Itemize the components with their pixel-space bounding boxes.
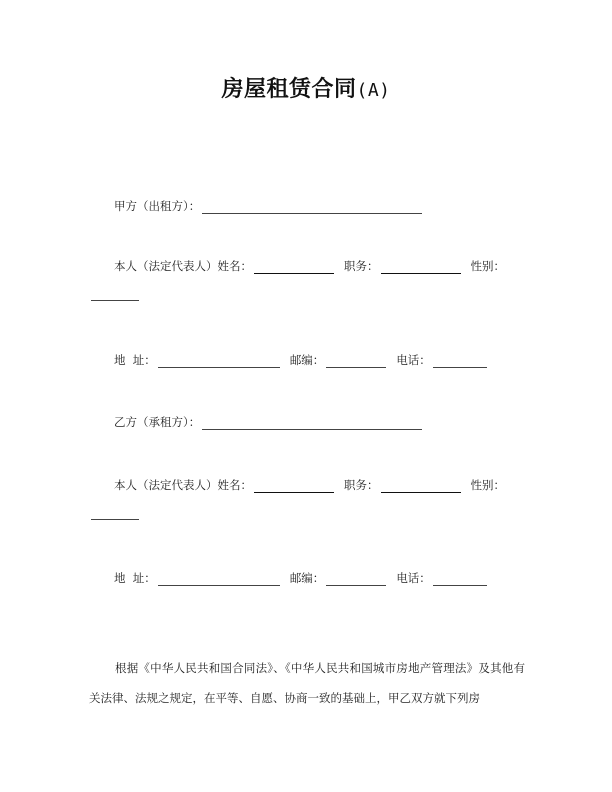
lessor-postcode-field[interactable] (326, 355, 386, 368)
lessee-gender-continuation (89, 507, 141, 523)
lessee-address-label: 地 址： (114, 571, 156, 585)
lessor-phone-field[interactable] (433, 355, 487, 368)
lessee-address-line (114, 570, 489, 586)
lessee-gender-field[interactable] (91, 507, 139, 520)
title-suffix: (A) (356, 80, 391, 101)
lessor-gender-field[interactable] (91, 288, 139, 301)
lessee-rep-name-field[interactable] (254, 480, 334, 493)
lessor-position-label: 职务： (344, 259, 379, 273)
lessee-name-field[interactable] (202, 417, 422, 430)
lessee-gender-label: 性别： (470, 478, 505, 492)
title-text: 房屋租赁合同 (221, 77, 357, 102)
lessor-rep-name-field[interactable] (254, 261, 334, 274)
lessor-postcode-label: 邮编： (289, 353, 325, 367)
lessee-party-line (114, 414, 424, 430)
lessee-position-field[interactable] (381, 480, 461, 493)
lessor-address-label: 地 址： (114, 353, 156, 367)
lessor-gender-continuation (89, 288, 141, 304)
lessor-rep-name-label: 本人（法定代表人）姓名： (114, 259, 252, 273)
lessee-address-field[interactable] (158, 573, 280, 586)
preamble-paragraph: 根据《中华人民共和国合同法》、《中华人民共和国城市房地产管理法》及其他有关法律、法规之规定，在平等、自愿、协商一致的基础上，甲乙双方就下列房 (89, 661, 525, 705)
lessor-position-field[interactable] (381, 261, 461, 274)
lessee-postcode-field[interactable] (326, 573, 386, 586)
lessor-name-field[interactable] (202, 201, 422, 214)
lessor-party-label: 甲方（出租方）： (114, 199, 201, 213)
lessee-rep-line (114, 477, 505, 493)
lessor-gender-label: 性别： (470, 259, 505, 273)
lessor-rep-line (114, 258, 505, 274)
lessee-phone-field[interactable] (433, 573, 487, 586)
lessor-party-line (114, 198, 424, 214)
lessee-position-label: 职务： (344, 478, 379, 492)
lessor-address-field[interactable] (158, 355, 280, 368)
lessee-postcode-label: 邮编： (289, 571, 325, 585)
lessee-phone-label: 电话： (396, 571, 431, 585)
lessor-address-line (114, 352, 489, 368)
lessee-rep-name-label: 本人（法定代表人）姓名： (114, 478, 252, 492)
lessor-phone-label: 电话： (396, 353, 431, 367)
document-title (0, 72, 612, 103)
lessee-party-label: 乙方（承租方）： (114, 415, 201, 429)
